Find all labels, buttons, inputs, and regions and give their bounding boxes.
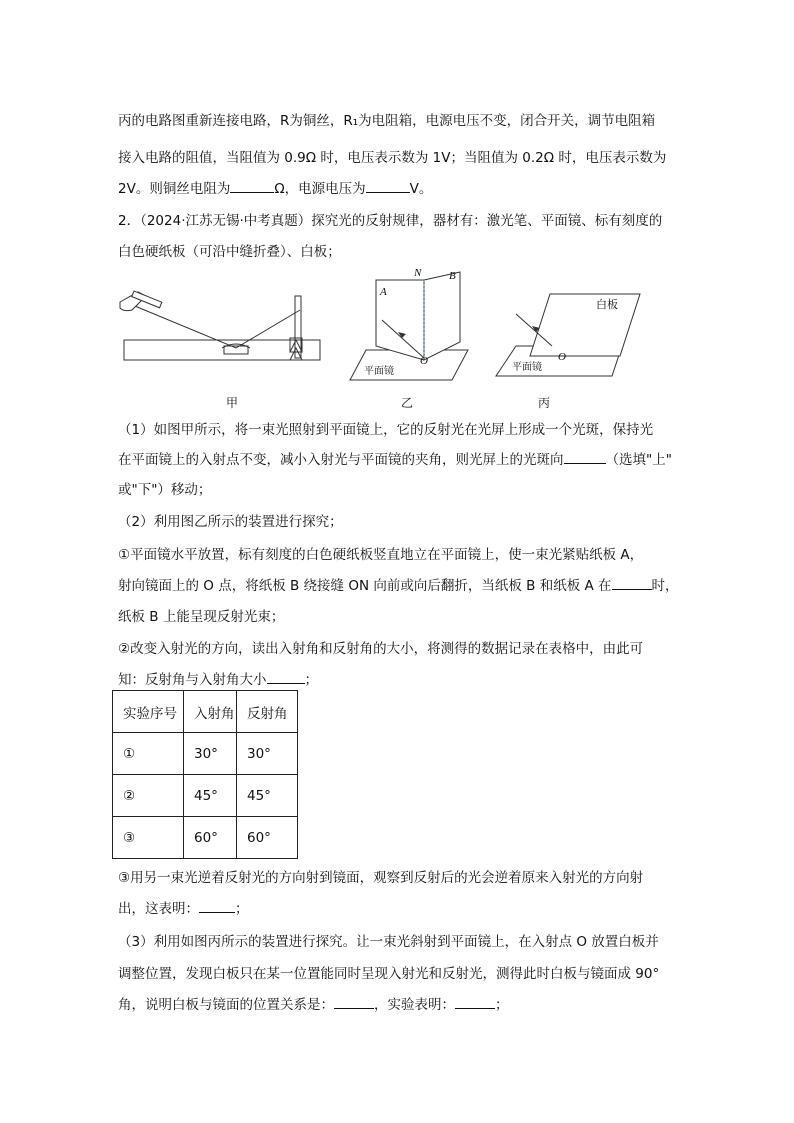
- text-line: 在平面镜上的入射点不变，减小入射光与平面镜的夹角，则光屏上的光斑向 （选填"上": [118, 452, 672, 468]
- text-line: 出，这表明： ；: [118, 901, 249, 917]
- label-mirror: 平面镜: [512, 362, 542, 373]
- table-row: [113, 775, 298, 817]
- label-mirror: 平面镜: [364, 366, 394, 377]
- table-cell: 30°: [237, 733, 298, 775]
- table-header: 入射角: [184, 691, 237, 733]
- table-cell: 30°: [184, 733, 237, 775]
- text-line: 射向镜面上的 O 点，将纸板 B 绕接缝 ON 向前或向后翻折，当纸板 B 和纸板 A 在 时，: [118, 578, 679, 594]
- answer-blank[interactable]: [455, 996, 495, 1009]
- table-row: [113, 817, 298, 859]
- table-header-row: [113, 691, 298, 733]
- answer-blank[interactable]: [334, 996, 374, 1009]
- answer-blank[interactable]: [199, 900, 235, 913]
- text-line: 丙的电路图重新连接电路，R为铜丝，R₁为电阻箱，电源电压不变，闭合开关，调节电阻箱: [118, 113, 656, 129]
- text-line: 白色硬纸板（可沿中缝折叠）、白板；: [118, 244, 341, 260]
- figure-jia: [118, 282, 324, 364]
- text-line: 知：反射角与入射角大小 ；: [118, 672, 318, 688]
- answer-blank[interactable]: [366, 180, 410, 193]
- table-cell: 60°: [184, 817, 237, 859]
- label-o: O: [420, 355, 428, 367]
- figure-yi: [348, 266, 474, 384]
- text-line: 或"下"）移动；: [118, 482, 212, 498]
- answer-blank[interactable]: [564, 451, 606, 464]
- table-header: 实验序号: [113, 691, 184, 733]
- text-line: 调整位置，发现白板只在某一位置能同时呈现入射光和反射光，测得此时白板与镜面成 90°: [118, 966, 660, 982]
- label-b: B: [449, 270, 456, 282]
- text-line: （3）利用如图丙所示的装置进行探究。让一束光斜射到平面镜上，在入射点 O 放置白板并: [118, 934, 659, 950]
- figure-caption-yi: 乙: [401, 396, 414, 410]
- table-row: [113, 733, 298, 775]
- text-line: （2）利用图乙所示的装置进行探究；: [118, 514, 343, 530]
- question-heading: 2．（2024·江苏无锡·中考真题）探究光的反射规律，器材有：激光笔、平面镜、标有刻度的: [118, 213, 663, 229]
- table-header: 反射角: [237, 691, 298, 733]
- label-board: 白板: [596, 298, 618, 311]
- figure-caption-bing: 丙: [538, 396, 551, 410]
- answer-blank[interactable]: [612, 577, 652, 590]
- text-line: ③用另一束光逆着反射光的方向射到镜面，观察到反射后的光会逆着原来入射光的方向射: [118, 870, 644, 886]
- text-line: ①平面镜水平放置，标有刻度的白色硬纸板竖直地立在平面镜上，使一束光紧贴纸板 A，: [118, 547, 644, 563]
- table-cell: 60°: [237, 817, 298, 859]
- text-line: 角，说明白板与镜面的位置关系是： ，实验表明： ；: [118, 997, 509, 1013]
- figure-caption-jia: 甲: [226, 396, 239, 410]
- table-cell: ③: [113, 817, 184, 859]
- table-cell: ①: [113, 733, 184, 775]
- label-o: O: [558, 351, 566, 363]
- label-n: N: [414, 267, 422, 279]
- label-a: A: [380, 286, 387, 298]
- answer-blank[interactable]: [267, 671, 305, 684]
- figure-bing: [492, 290, 642, 378]
- table-cell: 45°: [237, 775, 298, 817]
- table-cell: ②: [113, 775, 184, 817]
- answer-blank[interactable]: [230, 180, 274, 193]
- text-line: 接入电路的阻值，当阻值为 0.9Ω 时，电压表示数为 1V；当阻值为 0.2Ω 时，电压表示数为: [118, 150, 667, 166]
- text-line: 纸板 B 上能呈现反射光束；: [118, 609, 285, 625]
- text-line: 2V。则铜丝电阻为 Ω，电源电压为 V。: [118, 181, 433, 197]
- text-line: ②改变入射光的方向，读出入射角和反射角的大小，将测得的数据记录在表格中，由此可: [118, 641, 644, 657]
- text-line: （1）如图甲所示，将一束光照射到平面镜上，它的反射光在光屏上形成一个光斑，保持光: [118, 422, 654, 438]
- data-table: [112, 690, 298, 859]
- table-cell: 45°: [184, 775, 237, 817]
